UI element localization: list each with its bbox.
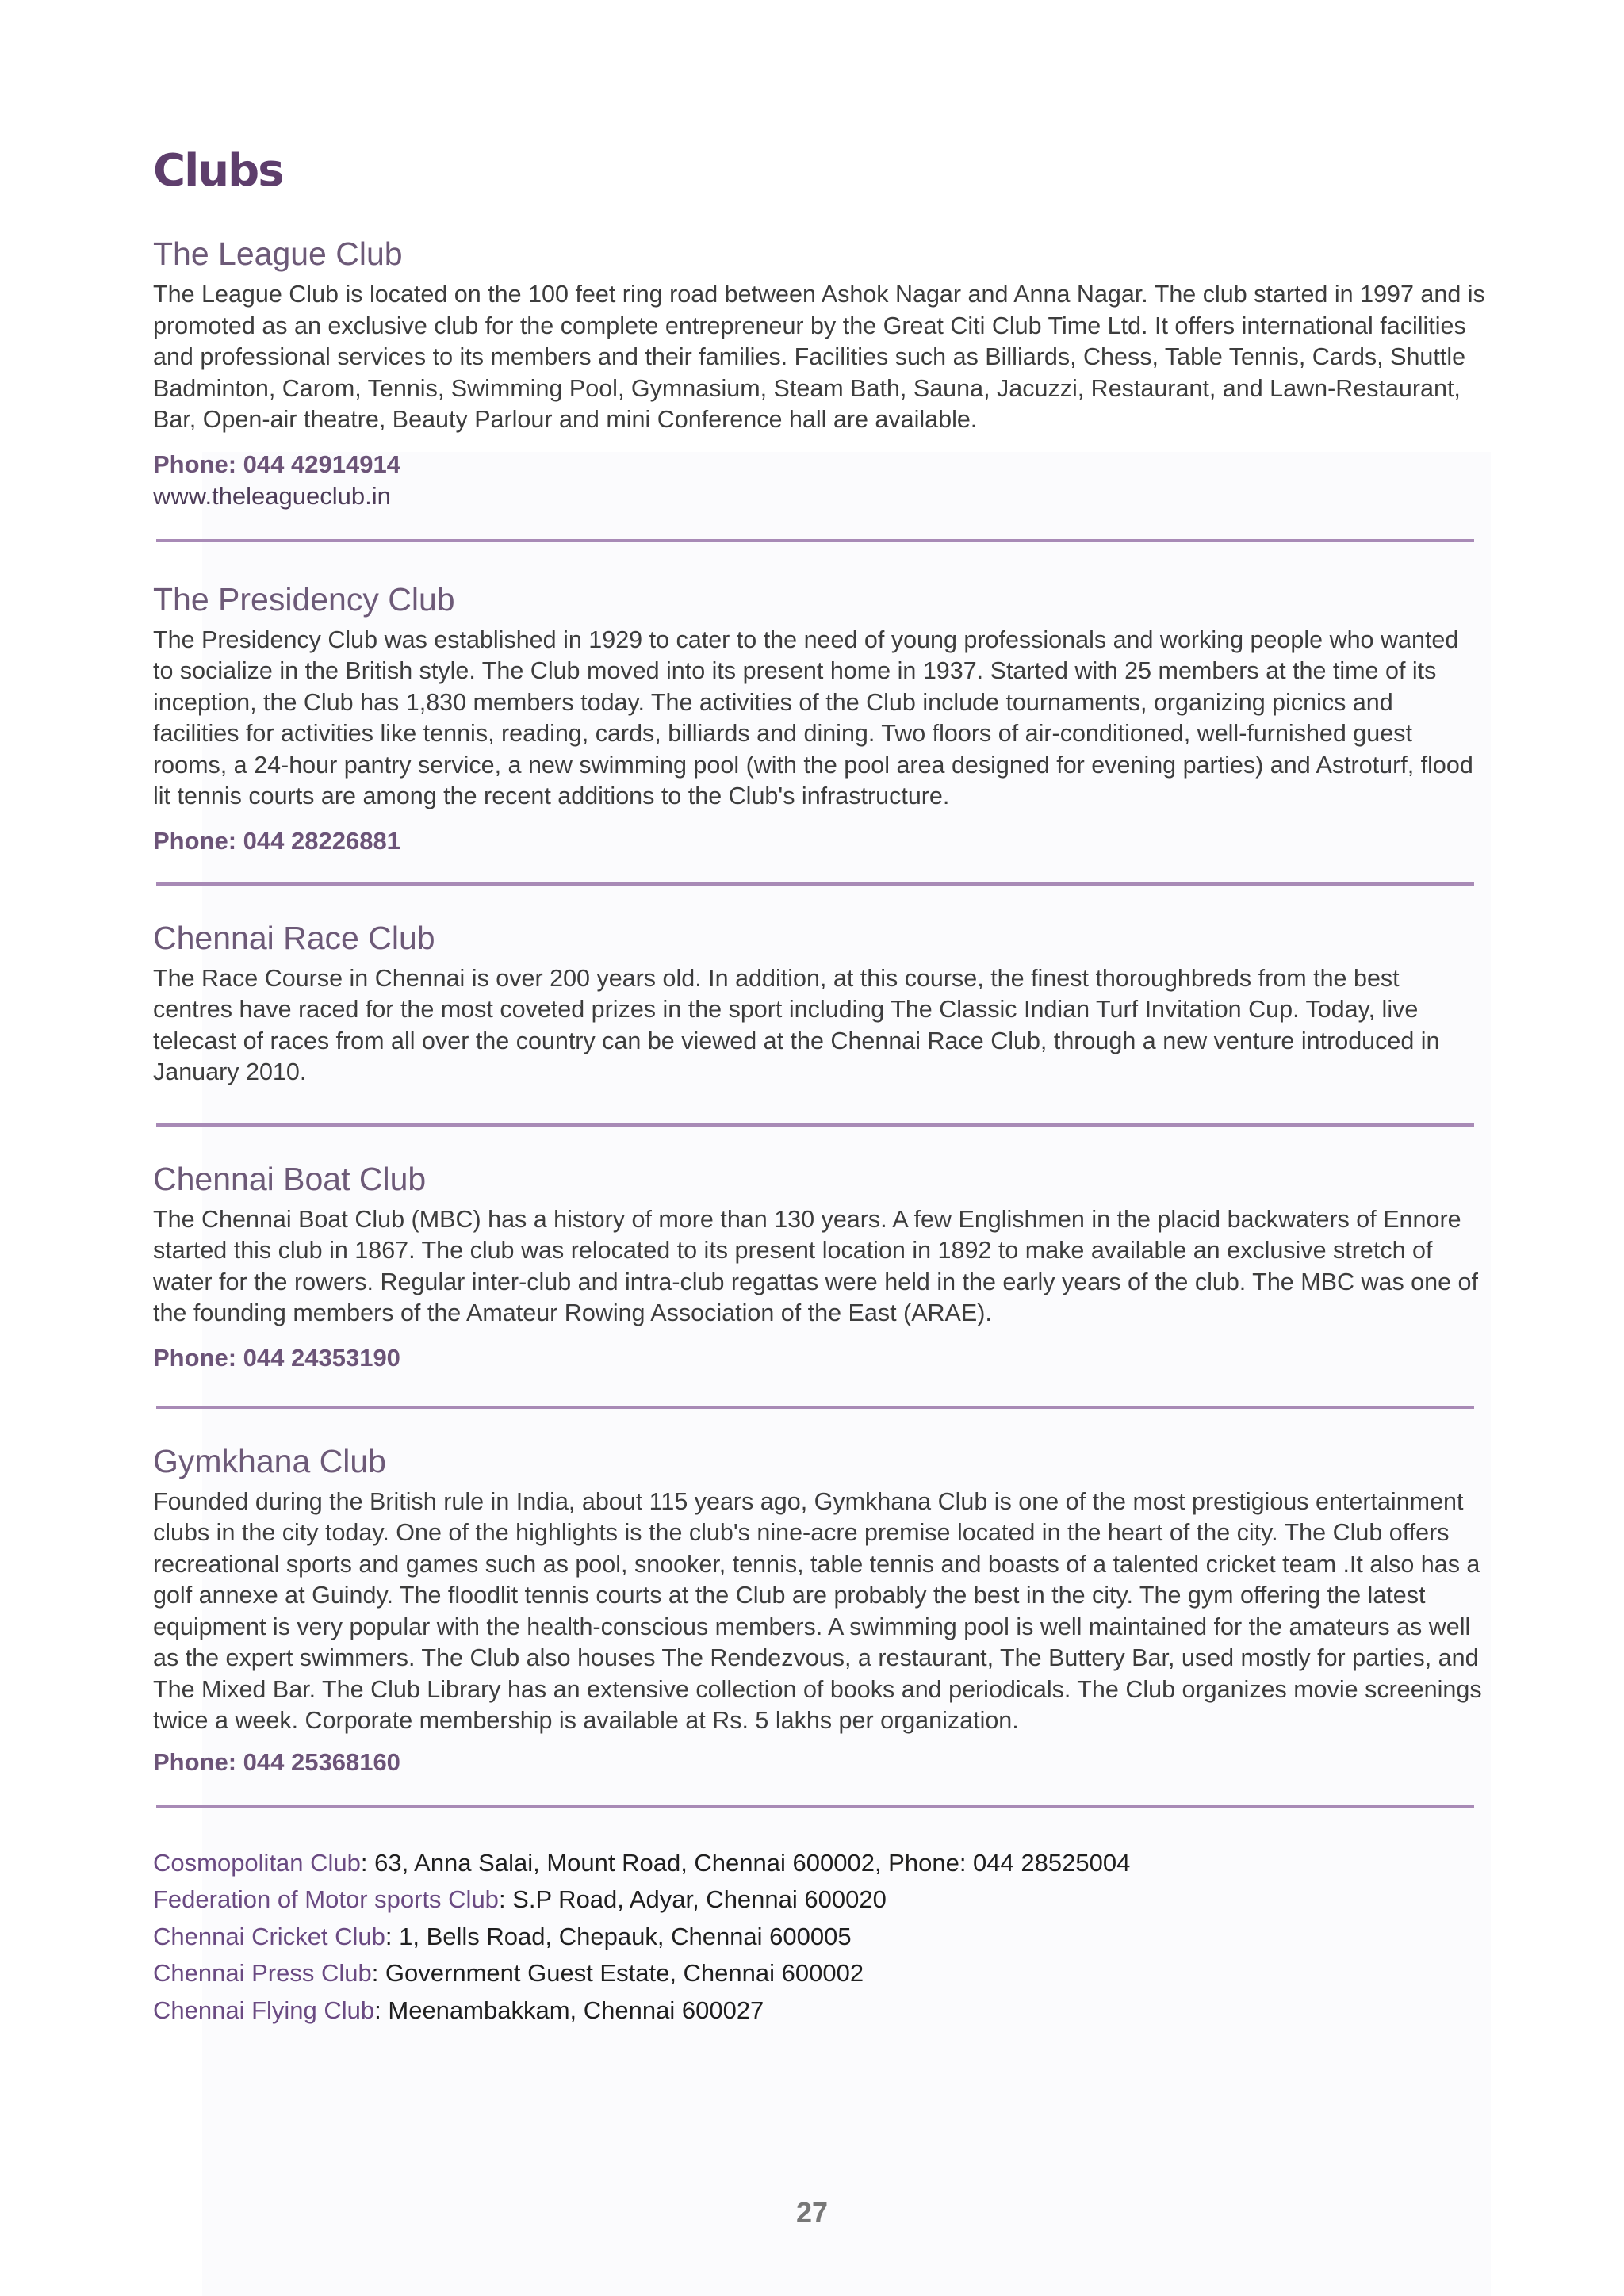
page-title: Clubs bbox=[153, 145, 283, 197]
club-description: The Presidency Club was established in 1929 to cater to the need of young professionals and working people who wanted to socialize in the British style. The Club moved into its present home in 1937. Started with 25 members at the time of its inception, the Club has 1,830 members today. The activities of the Club include tournaments, organizing picnics and facilities for activities like tennis, reading, cards, billiards and dining. Two floors of air-conditioned, well-furnished guest rooms, a 24-hour pantry service, a new swimming pool (with the pool area designed for evening parties) and Astroturf, flood lit tennis courts are among the recent additions to the Club's infrastructure. bbox=[153, 626, 1473, 809]
club-phone: Phone: 044 25368160 bbox=[153, 1747, 400, 1776]
club-description: The League Club is located on the 100 feet ring road between Ashok Nagar and Anna Nagar. The club started in 1997 and is promoted as an exclusive club for the complete entrepreneur by the Great Citi Club Time Ltd. It offers international facilities and professional services to its members and their families. Facilities such as Billiards, Chess, Table Tennis, Cards, Shuttle Badminton, Carom, Tennis, Swimming Pool, Gymnasium, Steam Bath, Sauna, Jacuzzi, Restaurant, and Lawn-Restaurant, Bar, Open-air theatre, Beauty Parlour and mini Conference hall are available. bbox=[153, 281, 1485, 433]
club-name: Chennai Race Club bbox=[153, 919, 435, 956]
club-name: The Presidency Club bbox=[153, 580, 455, 618]
list-item bbox=[153, 1955, 1485, 1992]
other-club-name: Cosmopolitan Club bbox=[153, 1848, 361, 1877]
other-club-name: Chennai Flying Club bbox=[153, 1996, 375, 2024]
other-club-details: : Meenambakkam, Chennai 600027 bbox=[374, 1996, 764, 2024]
club-description: The Race Course in Chennai is over 200 years old. In addition, at this course, the finest thoroughbreds from the best centres have raced for the most coveted prizes in the sport including The Classic Indian Turf Invitation Cup. Today, live telecast of races from all over the country can be viewed at the Chennai Race Club, through a new venture introduced in January 2010. bbox=[153, 964, 1440, 1085]
section-divider bbox=[156, 1406, 1474, 1409]
club-phone: Phone: 044 28226881 bbox=[153, 826, 400, 855]
other-club-details: : Government Guest Estate, Chennai 600002 bbox=[371, 1959, 864, 1987]
club-section-presidency bbox=[153, 579, 1485, 857]
list-item bbox=[153, 1881, 1485, 1919]
section-divider bbox=[156, 1805, 1474, 1808]
other-club-name: Chennai Cricket Club bbox=[153, 1922, 385, 1950]
club-description: Founded during the British rule in India, about 115 years ago, Gymkhana Club is one of the most prestigious entertainment clubs in the city today. One of the highlights is the club's nine-acre premise located in the heart of the city. The Club offers recreational sports and games such as pool, snooker, tennis, table tennis and boasts of a talented cricket team .It also has a golf annexe at Guindy. The floodlit tennis courts at the Club are probably the best in the city. The gym offering the latest equipment is very popular with the health-conscious members. A swimming pool is well maintained for the amateurs as well as the expert swimmers. The Club also houses The Rendezvous, a restaurant, The Buttery Bar, used mostly for parties, and The Mixed Bar. The Club Library has an extensive collection of books and periodicals. The Club organizes movie screenings twice a week. Corporate membership is available at Rs. 5 lakhs per organization. bbox=[153, 1487, 1482, 1734]
section-divider bbox=[156, 539, 1474, 542]
other-club-details: : 63, Anna Salai, Mount Road, Chennai 600002, Phone: 044 28525004 bbox=[360, 1848, 1131, 1877]
list-item bbox=[153, 1992, 1485, 2030]
other-club-name: Chennai Press Club bbox=[153, 1959, 372, 1987]
other-clubs-list bbox=[153, 1845, 1485, 2030]
club-name: The League Club bbox=[153, 235, 403, 272]
club-section-gymkhana bbox=[153, 1441, 1485, 1778]
club-name: Chennai Boat Club bbox=[153, 1160, 427, 1197]
club-section-league bbox=[153, 233, 1485, 512]
club-phone: Phone: 044 24353190 bbox=[153, 1343, 400, 1372]
list-item bbox=[153, 1845, 1485, 1882]
section-divider bbox=[156, 1123, 1474, 1127]
other-club-details: : S.P Road, Adyar, Chennai 600020 bbox=[498, 1885, 887, 1913]
club-website-link[interactable]: www.theleagueclub.in bbox=[153, 481, 391, 510]
club-phone: Phone: 044 42914914 bbox=[153, 450, 400, 478]
other-club-name: Federation of Motor sports Club bbox=[153, 1885, 499, 1913]
section-divider bbox=[156, 882, 1474, 886]
other-club-details: : 1, Bells Road, Chepauk, Chennai 600005 bbox=[385, 1922, 852, 1950]
club-section-boat bbox=[153, 1158, 1485, 1374]
page-content bbox=[153, 140, 1485, 2029]
list-item bbox=[153, 1919, 1485, 1956]
club-name: Gymkhana Club bbox=[153, 1442, 386, 1479]
club-description: The Chennai Boat Club (MBC) has a history of more than 130 years. A few Englishmen in the placid backwaters of Ennore started this club in 1867. The club was relocated to its present location in 1892 to make available an exclusive stretch of water for the rowers. Regular inter-club and intra-club regattas were held in the early years of the club. The MBC was one of the founding members of the Amateur Rowing Association of the East (ARAE). bbox=[153, 1205, 1478, 1326]
page-number: 27 bbox=[795, 2196, 829, 2229]
club-section-race bbox=[153, 917, 1485, 1089]
